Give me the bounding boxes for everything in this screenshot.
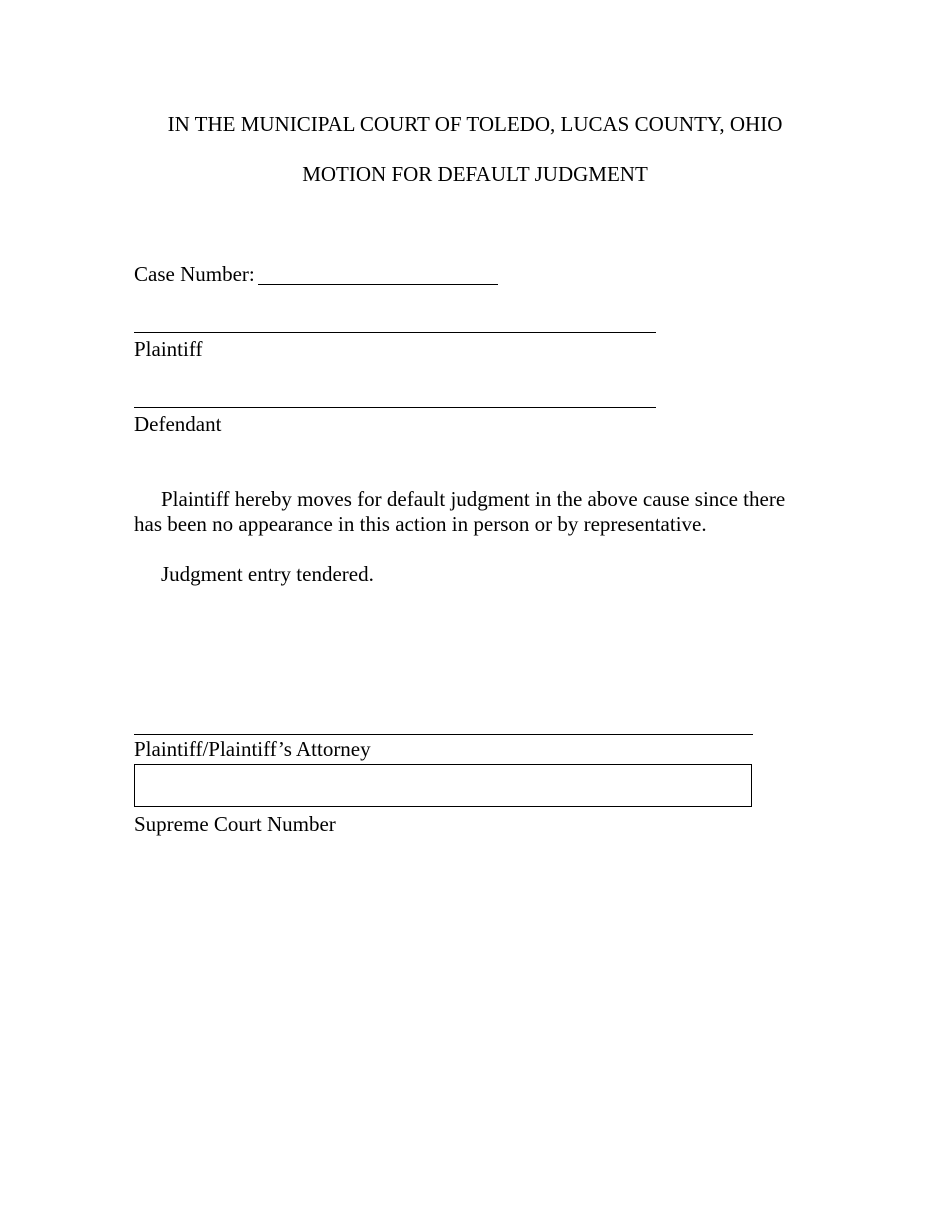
document-title: MOTION FOR DEFAULT JUDGMENT [302,162,648,186]
supreme-court-number-field[interactable] [134,764,752,807]
supreme-court-number-label: Supreme Court Number [134,812,336,836]
plaintiff-name-field[interactable] [134,310,656,333]
signature-label: Plaintiff/Plaintiff’s Attorney [134,737,371,761]
judgment-entry-text: Judgment entry tendered. [161,562,374,586]
signature-line[interactable] [134,712,753,735]
case-number-field[interactable] [258,262,498,285]
plaintiff-label: Plaintiff [134,337,203,361]
defendant-label: Defendant [134,412,222,436]
motion-text-line-2: has been no appearance in this action in person or by representative. [134,512,707,536]
defendant-name-field[interactable] [134,385,656,408]
court-header: IN THE MUNICIPAL COURT OF TOLEDO, LUCAS COUNTY, OHIO [167,112,783,136]
motion-text-line-1: Plaintiff hereby moves for default judgment in the above cause since there [161,487,786,511]
case-number-label: Case Number: [134,262,255,286]
